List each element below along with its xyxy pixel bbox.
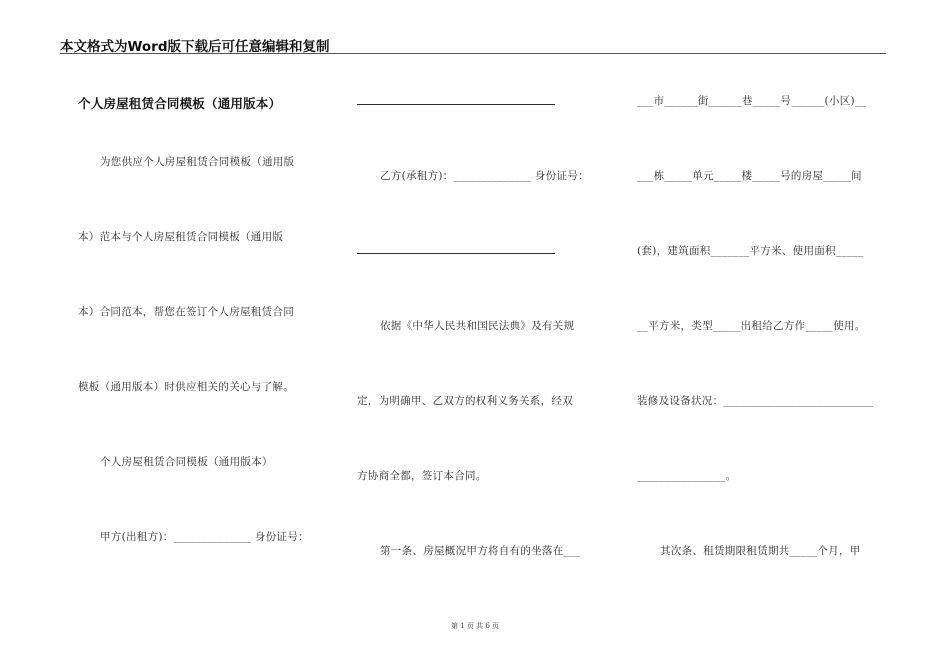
paragraph-line: 其次条、租赁期限租赁期共_____个月，甲 xyxy=(660,545,861,557)
blank-underline xyxy=(357,253,555,254)
paragraph-line: ________________。 xyxy=(637,470,737,482)
paragraph-line: 定，为明确甲、乙双方的权利义务关系，经双 xyxy=(357,395,573,407)
paragraph-line: __平方米，类型_____出租给乙方作_____使用。 xyxy=(637,320,866,332)
header-divider xyxy=(60,53,886,54)
document-header: 本文格式为Word版下载后可任意编辑和复制 xyxy=(60,39,330,55)
page-number: 第 1 页 共 6 页 xyxy=(450,622,500,630)
document-title: 个人房屋租赁合同模板（通用版本） xyxy=(78,96,282,111)
paragraph-line: 依据《中华人民共和国民法典》及有关规 xyxy=(380,320,575,332)
paragraph-line: 本）合同范本，帮您在签订个人房屋租赁合同 xyxy=(78,306,294,318)
paragraph-line: 第一条、房屋概况甲方将自有的坐落在___ xyxy=(380,545,581,557)
paragraph-line: 模板（通用版本）时供应相关的关心与了解。 xyxy=(78,381,294,393)
blank-underline xyxy=(357,104,555,105)
paragraph-line: 为您供应个人房屋租赁合同模板（通用版 xyxy=(100,156,295,168)
paragraph-line: ___栋_____单元_____楼_____号的房屋_____间 xyxy=(637,170,862,182)
paragraph-line: ___市______街______巷_____号______(小区)__ xyxy=(637,95,866,107)
paragraph-line: 装修及设备状况：___________________________ xyxy=(637,395,874,407)
party-a-line: 甲方(出租方)：______________ 身份证号： xyxy=(100,531,309,543)
paragraph-line: 方协商全都，签订本合同。 xyxy=(357,470,487,482)
paragraph-line: (套)，建筑面积_______平方米、使用面积_____ xyxy=(637,245,864,257)
party-b-line: 乙方(承租方)：______________ 身份证号： xyxy=(380,170,589,182)
paragraph-line: 个人房屋租赁合同模板（通用版本） xyxy=(100,456,273,468)
paragraph-line: 本）范本与个人房屋租赁合同模板（通用版 xyxy=(78,231,284,243)
